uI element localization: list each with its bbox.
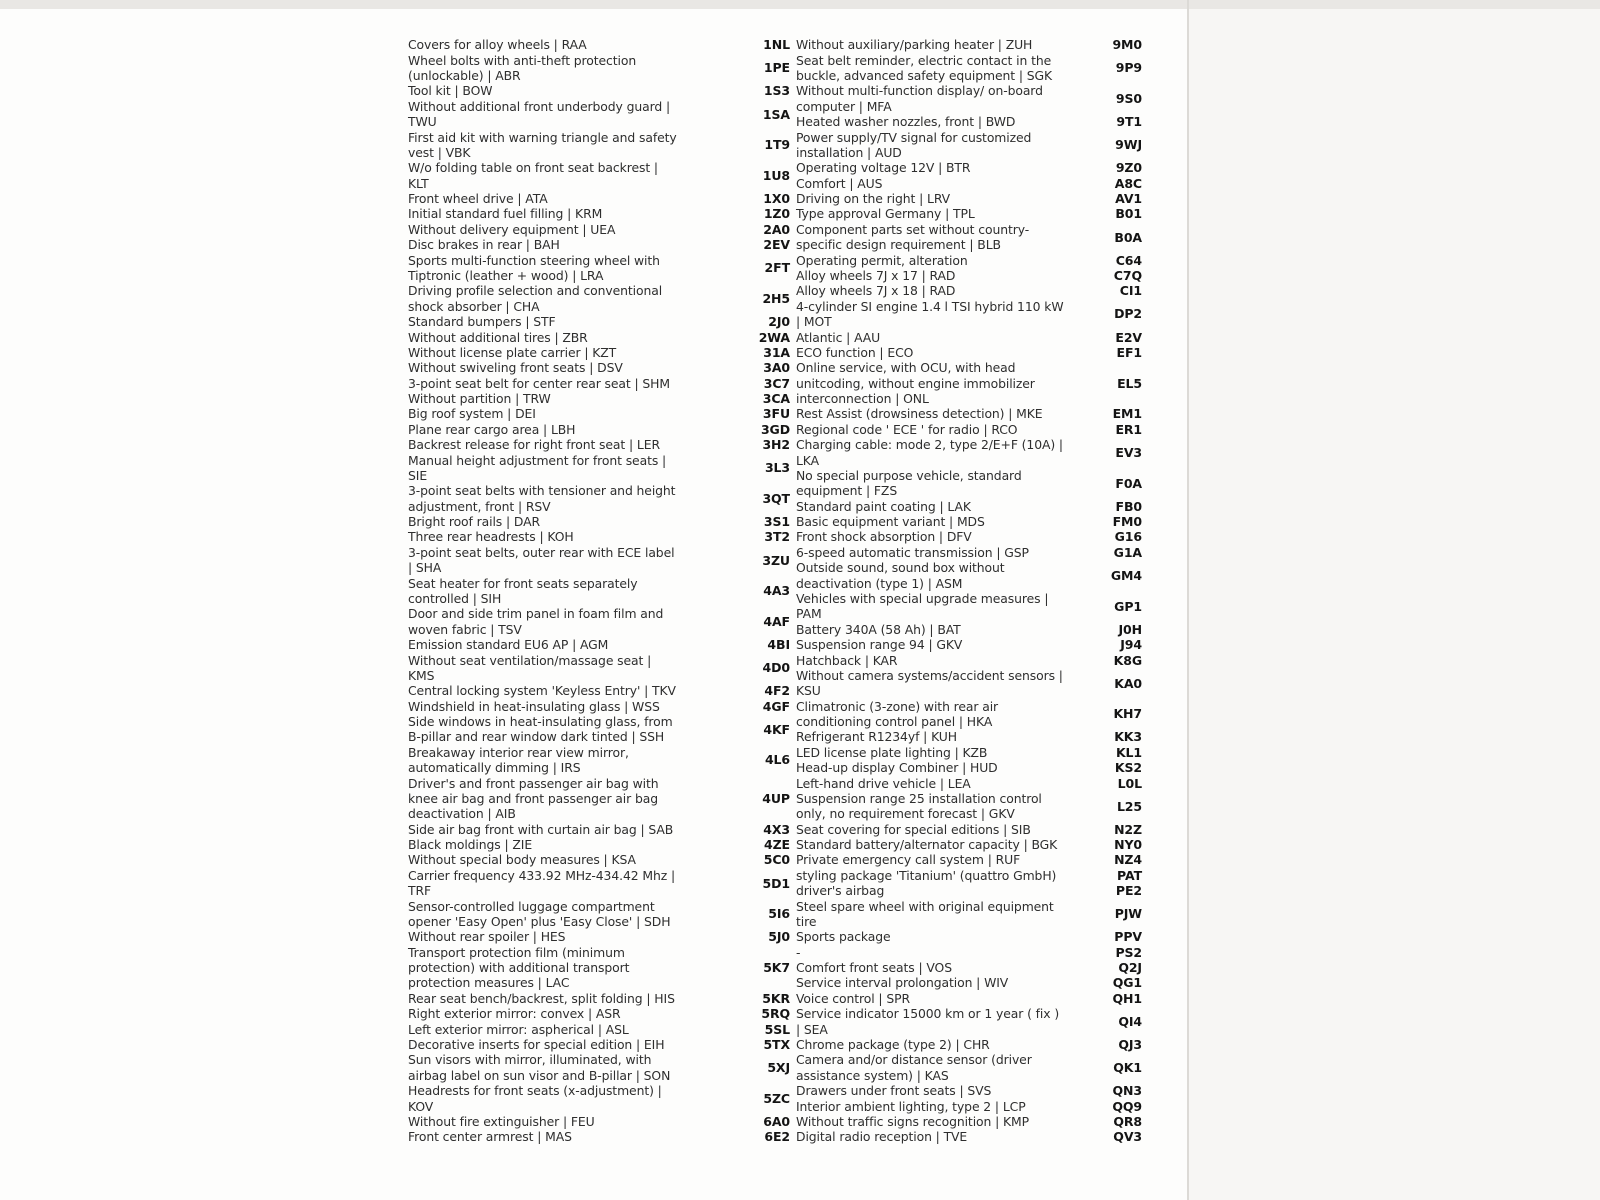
- pr-code: N2Z: [1114, 821, 1142, 837]
- pr-code: 4L6: [764, 752, 790, 768]
- option-text-line: SIE: [408, 467, 428, 483]
- pr-code: QI4: [1118, 1013, 1142, 1029]
- pr-code: QK1: [1113, 1060, 1142, 1076]
- pr-code: 3CA: [762, 391, 790, 407]
- option-text-line: Outside sound, sound box without: [796, 560, 1005, 576]
- option-text-line: Seat belt reminder, electric contact in the: [796, 52, 1052, 68]
- option-text-line: Emission standard EU6 AP | AGM: [408, 637, 609, 653]
- pr-code: QJ3: [1118, 1037, 1142, 1052]
- option-text-line: installation | AUD: [796, 144, 902, 160]
- option-text-line: Side windows in heat-insulating glass, from: [408, 714, 673, 730]
- option-text-line: Tool kit | BOW: [408, 83, 493, 99]
- option-text-line: Atlantic | AAU: [796, 329, 881, 345]
- option-text-line: Sensor-controlled luggage compartment: [408, 898, 655, 914]
- option-text-line: Driver's and front passenger air bag with: [408, 775, 659, 791]
- pr-code: F0A: [1115, 475, 1142, 491]
- pr-code: 2H5: [762, 291, 790, 307]
- option-text-line: Plane rear cargo area | LBH: [408, 421, 576, 437]
- option-text-line: Without partition | TRW: [408, 391, 551, 407]
- option-text-line: knee air bag and front passenger air bag: [408, 790, 658, 806]
- option-text-line: Tiptronic (leather + wood) | LRA: [408, 268, 604, 283]
- pr-code: 3FU: [762, 406, 790, 422]
- mid-descriptions-column: [796, 0, 1076, 1200]
- option-text-line: Standard battery/alternator capacity | BGK: [796, 837, 1058, 853]
- option-text-line: Headrests for front seats (x-adjustment) |: [408, 1083, 662, 1099]
- option-text-line: Standard bumpers | STF: [408, 314, 556, 330]
- scan-right-margin: [1189, 0, 1600, 1200]
- pr-code: 3L3: [764, 460, 790, 476]
- option-text-line: Operating voltage 12V | BTR: [796, 160, 971, 176]
- pr-code: ER1: [1115, 421, 1142, 437]
- pr-code: 5J0: [768, 929, 790, 945]
- option-text-line: 3-point seat belt for center rear seat | SHM: [408, 375, 670, 391]
- option-text-line: First aid kit with warning triangle and safety: [408, 129, 677, 145]
- pr-code: NY0: [1114, 837, 1142, 853]
- option-text-line: buckle, advanced safety equipment | SGK: [796, 68, 1053, 84]
- pr-code: 31A: [763, 344, 790, 360]
- option-text-line: Without auxiliary/parking heater | ZUH: [796, 37, 1033, 53]
- option-text-line: Sun visors with mirror, illuminated, with: [408, 1052, 652, 1068]
- option-text-line: Three rear headrests | KOH: [408, 529, 574, 545]
- pr-code: 9Z0: [1115, 160, 1142, 176]
- pr-code: 3QT: [762, 491, 790, 506]
- pr-code: G16: [1114, 529, 1142, 545]
- option-text-line: Door and side trim panel in foam film and: [408, 606, 664, 622]
- option-text-line: (unlockable) | ABR: [408, 68, 521, 84]
- pr-code: 2J0: [768, 314, 790, 330]
- pr-code: 4ZE: [763, 837, 790, 853]
- option-text-line: Without additional front underbody guard |: [408, 98, 671, 114]
- option-text-line: Front wheel drive | ATA: [408, 191, 548, 207]
- option-text-line: Right exterior mirror: convex | ASR: [408, 1006, 621, 1022]
- option-text-line: Operating permit, alteration: [796, 252, 968, 268]
- option-text-line: KMS: [408, 667, 435, 683]
- pr-code: 9T1: [1116, 114, 1142, 130]
- option-text-line: protection measures | LAC: [408, 975, 570, 991]
- pr-code: 3ZU: [762, 552, 790, 568]
- pr-code: KS2: [1114, 760, 1142, 776]
- pr-code: PAT: [1117, 867, 1142, 883]
- option-text-line: Seat heater for front seats separately: [408, 575, 638, 591]
- option-text-line: controlled | SIH: [408, 590, 502, 606]
- option-text-line: Charging cable: mode 2, type 2/E+F (10A) |: [796, 437, 1064, 453]
- option-text-line: Initial standard fuel filling | KRM: [408, 206, 603, 222]
- pr-code: 2WA: [758, 329, 790, 345]
- option-text-line: PAM: [796, 606, 822, 622]
- option-text-line: Big roof system | DEI: [408, 406, 536, 422]
- pr-code: 3H2: [762, 437, 790, 453]
- option-text-line: 6-speed automatic transmission | GSP: [796, 544, 1029, 560]
- pr-code: PE2: [1115, 883, 1142, 899]
- option-text-line: 3-point seat belts, outer rear with ECE label: [408, 544, 675, 560]
- option-text-line: Component parts set without country-: [796, 221, 1030, 237]
- option-text-line: W/o folding table on front seat backrest |: [408, 160, 658, 176]
- option-text-line: vest | VBK: [408, 144, 471, 160]
- option-text-line: interconnection | ONL: [796, 391, 929, 407]
- option-text-line: protection) with additional transport: [408, 960, 630, 976]
- pr-code: 5K7: [763, 960, 790, 976]
- pr-code: CI1: [1119, 283, 1142, 299]
- pr-code: 6A0: [763, 1113, 790, 1129]
- pr-code: KL1: [1115, 744, 1142, 760]
- option-text-line: Driving on the right | LRV: [796, 191, 951, 207]
- option-text-line: Rear seat bench/backrest, split folding | HIS: [408, 990, 675, 1006]
- pr-code: 5XJ: [767, 1060, 790, 1076]
- option-text-line: Backrest release for right front seat | LER: [408, 437, 660, 453]
- option-text-line: Battery 340A (58 Ah) | BAT: [796, 621, 961, 637]
- option-text-line: Transport protection film (minimum: [408, 944, 625, 960]
- pr-code: EL5: [1117, 375, 1142, 391]
- option-text-line: Without multi-function display/ on-board: [796, 83, 1043, 99]
- option-text-line: Hatchback | KAR: [796, 652, 898, 668]
- pr-code: 6E2: [764, 1129, 790, 1145]
- pr-code: 4BI: [767, 637, 790, 653]
- option-text-line: Sports multi-function steering wheel with: [408, 252, 660, 268]
- pr-code: AV1: [1115, 191, 1142, 207]
- pr-code: KK3: [1114, 729, 1142, 745]
- pr-code: 5RQ: [761, 1006, 790, 1022]
- option-text-line: Without rear spoiler | HES: [408, 929, 566, 945]
- right-codes-column: [1090, 0, 1142, 1200]
- option-text-line: automatically dimming | IRS: [408, 760, 581, 776]
- option-text-line: Private emergency call system | RUF: [796, 852, 1021, 868]
- option-text-line: Windshield in heat-insulating glass | WSS: [408, 698, 660, 714]
- option-text-line: Heated washer nozzles, front | BWD: [796, 114, 1016, 130]
- pr-code: 3S1: [763, 514, 790, 530]
- pr-code: 3T2: [764, 529, 790, 545]
- option-text-line: | SHA: [408, 560, 442, 576]
- option-text-line: Without traffic signs recognition | KMP: [796, 1113, 1030, 1129]
- option-text-line: Voice control | SPR: [796, 990, 910, 1006]
- pr-code: 4AF: [763, 614, 790, 630]
- option-text-line: Manual height adjustment for front seats |: [408, 452, 667, 468]
- option-text-line: Vehicles with special upgrade measures |: [796, 590, 1049, 606]
- option-text-line: Seat covering for special editions | SIB: [796, 821, 1031, 837]
- option-text-line: assistance system) | KAS: [796, 1067, 949, 1083]
- option-text-line: tire: [796, 913, 817, 929]
- option-text-line: only, no requirement forecast | GKV: [796, 806, 1015, 822]
- option-text-line: Without fire extinguisher | FEU: [408, 1113, 595, 1129]
- option-text-line: Decorative inserts for special edition | EIH: [408, 1037, 665, 1052]
- option-text-line: LED license plate lighting | KZB: [796, 744, 988, 760]
- option-text-line: specific design requirement | BLB: [796, 237, 1001, 253]
- option-text-line: adjustment, front | RSV: [408, 498, 551, 514]
- option-text-line: Refrigerant R1234yf | KUH: [796, 729, 957, 745]
- option-text-line: Alloy wheels 7J x 17 | RAD: [796, 268, 956, 283]
- option-text-line: Without camera systems/accident sensors |: [796, 667, 1063, 683]
- pr-code: 1X0: [763, 191, 790, 207]
- option-text-line: Covers for alloy wheels | RAA: [408, 37, 587, 53]
- option-text-line: Online service, with OCU, with head: [796, 360, 1016, 376]
- pr-code: 3A0: [763, 360, 790, 376]
- pr-code: L0L: [1117, 775, 1142, 791]
- option-text-line: Head-up display Combiner | HUD: [796, 760, 998, 776]
- option-text-line: Left-hand drive vehicle | LEA: [796, 775, 971, 791]
- pr-code: C64: [1115, 252, 1142, 268]
- option-text-line: Disc brakes in rear | BAH: [408, 237, 560, 253]
- pr-code: EV3: [1115, 444, 1142, 460]
- pr-code: 1PE: [763, 60, 790, 76]
- pr-code: KH7: [1113, 706, 1142, 722]
- pr-code: PPV: [1114, 929, 1142, 945]
- option-text-line: LKA: [796, 452, 819, 468]
- pr-code: 5SL: [764, 1021, 790, 1037]
- pr-code: 5I6: [768, 906, 790, 922]
- option-text-line: Climatronic (3-zone) with rear air: [796, 698, 999, 714]
- option-text-line: Front center armrest | MAS: [408, 1129, 572, 1145]
- option-text-line: B-pillar and rear window dark tinted | SSH: [408, 729, 665, 745]
- pr-code: 2FT: [764, 260, 790, 276]
- pr-code: 4GF: [762, 698, 790, 714]
- option-text-line: Digital radio reception | TVE: [796, 1129, 968, 1145]
- pr-code: E2V: [1115, 329, 1142, 345]
- option-text-line: KLT: [408, 175, 429, 191]
- pr-code: GP1: [1114, 598, 1142, 614]
- option-text-line: Without seat ventilation/massage seat |: [408, 652, 652, 668]
- pr-code: 4X3: [763, 821, 790, 837]
- option-text-line: Service indicator 15000 km or 1 year ( fix ): [796, 1006, 1060, 1022]
- option-text-line: Central locking system 'Keyless Entry' | TKV: [408, 683, 676, 699]
- option-text-line: Chrome package (type 2) | CHR: [796, 1037, 990, 1052]
- pr-code: 5D1: [762, 875, 790, 891]
- pr-code: QH1: [1112, 990, 1142, 1006]
- pr-code: 5TX: [763, 1037, 790, 1052]
- option-text-line: Front shock absorption | DFV: [796, 529, 972, 545]
- option-text-line: Driving profile selection and conventional: [408, 283, 663, 299]
- pr-code: 9WJ: [1115, 137, 1142, 153]
- pr-code: 4UP: [762, 790, 790, 806]
- option-text-line: KSU: [796, 683, 821, 699]
- option-text-line: Without license plate carrier | KZT: [408, 344, 617, 360]
- option-text-line: Black moldings | ZIE: [408, 837, 533, 853]
- option-text-line: Sports package: [796, 929, 891, 945]
- option-text-line: Type approval Germany | TPL: [796, 206, 975, 222]
- pr-code: 1T9: [764, 137, 790, 153]
- pr-code: 4D0: [762, 660, 790, 676]
- pr-code: 5ZC: [763, 1090, 790, 1106]
- option-text-line: Bright roof rails | DAR: [408, 514, 541, 530]
- pr-code: FB0: [1115, 498, 1142, 514]
- option-text-line: TWU: [408, 114, 437, 130]
- option-text-line: woven fabric | TSV: [408, 621, 522, 637]
- pr-code: DP2: [1114, 306, 1142, 322]
- pr-code: QQ9: [1112, 1098, 1142, 1114]
- option-text-line: styling package 'Titanium' (quattro GmbH): [796, 867, 1057, 883]
- option-text-line: Power supply/TV signal for customized: [796, 129, 1032, 145]
- pr-code: KA0: [1114, 675, 1142, 691]
- pr-code: B01: [1115, 206, 1142, 222]
- pr-code: 3C7: [763, 375, 790, 391]
- pr-code: L25: [1116, 798, 1142, 814]
- pr-code: 2EV: [763, 237, 790, 253]
- option-text-line: opener 'Easy Open' plus 'Easy Close' | SDH: [408, 913, 671, 929]
- option-text-line: Regional code ' ECE ' for radio | RCO: [796, 421, 1018, 437]
- pr-code: GM4: [1110, 567, 1142, 583]
- option-text-line: conditioning control panel | HKA: [796, 714, 993, 730]
- option-text-line: Suspension range 25 installation control: [796, 790, 1042, 806]
- option-text-line: KOV: [408, 1098, 434, 1114]
- option-text-line: equipment | FZS: [796, 483, 898, 499]
- pr-code: B0A: [1114, 229, 1142, 245]
- pr-code: PS2: [1115, 944, 1142, 960]
- option-text-line: airbag label on sun visor and B-pillar | SON: [408, 1067, 671, 1083]
- option-text-line: 3-point seat belts with tensioner and height: [408, 483, 676, 499]
- pr-code: 1S3: [763, 83, 790, 99]
- pr-code: QN3: [1112, 1083, 1142, 1099]
- pr-code: QG1: [1112, 975, 1142, 991]
- option-text-line: Comfort front seats | VOS: [796, 960, 952, 976]
- pr-code: NZ4: [1114, 852, 1142, 868]
- option-text-line: Breakaway interior rear view mirror,: [408, 744, 629, 760]
- option-text-line: Without delivery equipment | UEA: [408, 221, 616, 237]
- option-text-line: computer | MFA: [796, 98, 892, 114]
- option-text-line: deactivation (type 1) | ASM: [796, 575, 963, 591]
- option-text-line: Without additional tires | ZBR: [408, 329, 588, 345]
- pr-code: 5KR: [762, 990, 790, 1006]
- pr-code: EM1: [1112, 406, 1142, 422]
- pr-code: 1NL: [763, 37, 790, 53]
- pr-code: 2A0: [763, 221, 790, 237]
- option-text-line: Rest Assist (drowsiness detection) | MKE: [796, 406, 1043, 422]
- pr-code: 5C0: [763, 852, 790, 868]
- pr-code: 4KF: [763, 721, 790, 737]
- option-text-line: Camera and/or distance sensor (driver: [796, 1052, 1032, 1068]
- pr-code: C7Q: [1113, 268, 1142, 283]
- pr-code: PJW: [1114, 906, 1142, 922]
- pr-code: QR8: [1113, 1113, 1142, 1129]
- pr-code: J94: [1120, 637, 1142, 653]
- option-text-line: Side air bag front with curtain air bag | SAB: [408, 821, 674, 837]
- option-text-line: | SEA: [796, 1021, 828, 1037]
- pr-code: 1U8: [762, 168, 790, 184]
- pr-code: 4A3: [763, 583, 790, 599]
- option-text-line: Standard paint coating | LAK: [796, 498, 971, 514]
- option-text-line: Carrier frequency 433.92 MHz-434.42 Mhz |: [408, 867, 676, 883]
- option-text-line: 4-cylinder SI engine 1.4 l TSI hybrid 110 kW: [796, 298, 1064, 314]
- pr-code: K8G: [1113, 652, 1142, 668]
- left-descriptions-column: [408, 0, 678, 1200]
- pr-code: FM0: [1112, 514, 1142, 530]
- mid-codes-column: [734, 0, 790, 1200]
- option-text-line: shock absorber | CHA: [408, 298, 540, 314]
- option-text-line: driver's airbag: [796, 883, 885, 899]
- option-text-line: | MOT: [796, 314, 832, 330]
- option-text-line: Without swiveling front seats | DSV: [408, 360, 623, 376]
- option-text-line: -: [796, 944, 801, 960]
- option-text-line: Drawers under front seats | SVS: [796, 1083, 992, 1099]
- pr-code: 3GD: [760, 421, 790, 437]
- pr-code: 9M0: [1112, 37, 1142, 53]
- pr-code: A8C: [1114, 175, 1142, 191]
- option-text-line: No special purpose vehicle, standard: [796, 467, 1022, 483]
- pr-code: QV3: [1113, 1129, 1142, 1145]
- pr-code: EF1: [1116, 344, 1142, 360]
- pr-code: G1A: [1113, 544, 1142, 560]
- pr-code: 9P9: [1115, 60, 1142, 76]
- option-text-line: unitcoding, without engine immobilizer: [796, 375, 1035, 391]
- option-text-line: Left exterior mirror: aspherical | ASL: [408, 1021, 629, 1037]
- pr-code: 4F2: [764, 683, 790, 699]
- option-text-line: Alloy wheels 7J x 18 | RAD: [796, 283, 956, 299]
- pr-code: 1SA: [762, 106, 790, 122]
- option-text-line: Service interval prolongation | WIV: [796, 975, 1009, 991]
- option-text-line: Wheel bolts with anti-theft protection: [408, 52, 637, 68]
- option-text-line: Suspension range 94 | GKV: [796, 637, 963, 653]
- option-text-line: Basic equipment variant | MDS: [796, 514, 985, 530]
- option-text-line: Interior ambient lighting, type 2 | LCP: [796, 1098, 1026, 1114]
- option-text-line: Comfort | AUS: [796, 175, 883, 191]
- pr-code: 9S0: [1115, 91, 1142, 107]
- pr-code: Q2J: [1118, 960, 1142, 976]
- pr-code: J0H: [1118, 621, 1142, 637]
- option-text-line: TRF: [408, 883, 432, 899]
- pr-code: 1Z0: [763, 206, 790, 222]
- option-text-line: Steel spare wheel with original equipment: [796, 898, 1054, 914]
- option-text-line: ECO function | ECO: [796, 344, 914, 360]
- option-text-line: Without special body measures | KSA: [408, 852, 636, 868]
- option-text-line: deactivation | AIB: [408, 806, 516, 822]
- scan-right-edge-line: [1187, 0, 1189, 1200]
